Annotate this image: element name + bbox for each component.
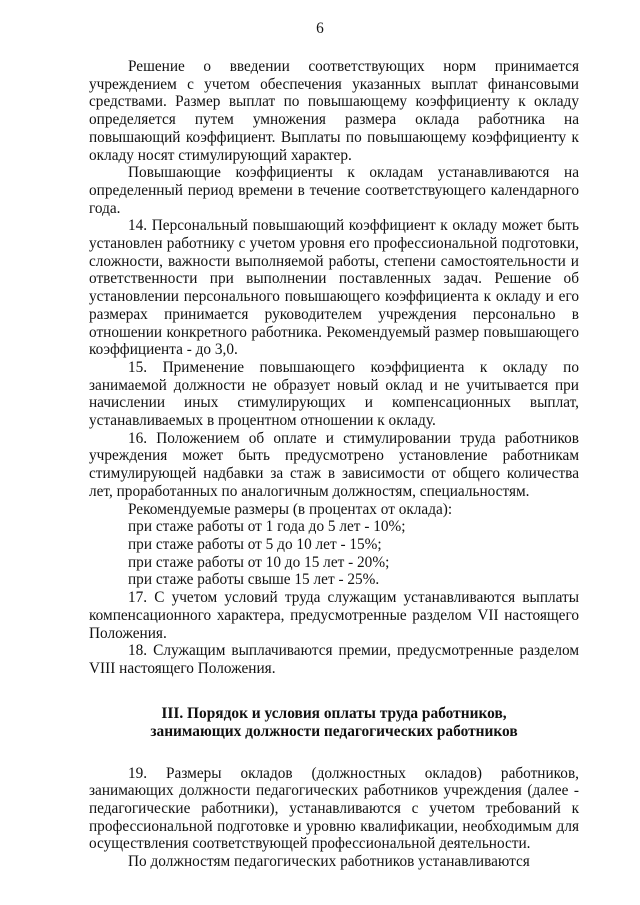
section-heading bbox=[89, 705, 579, 741]
paragraph-decision-norms: Решение о введении соответствующих норм принимается учреждением с учетом обеспечения указанных выплат финансовыми средствами. Размер выплат по повышающему коэффициенту к окладу определяется путем умножения размера оклада работника на повышающий коэффициент. Выплаты по повышающему коэффициенту к окладу носят стимулирующий характер. bbox=[89, 58, 579, 164]
paragraph-17: 17. С учетом условий труда служащим устанавливаются выплаты компенсационного характера, предусмотренные разделом VII настоящего Положения. bbox=[89, 589, 579, 642]
paragraph-14: 14. Персональный повышающий коэффициент к окладу может быть установлен работнику с учетом уровня его профессиональной подготовки, сложности, важности выполняемой работы, степени самостоятельности и ответственности при выполнении поставленных задач. Решение об установлении персонального повышающего коэффициента к окладу и его размерах принимается руководителем учреждения персонально в отношении конкретного работника. Рекомендуемый размер повышающего коэффициента - до 3,0. bbox=[89, 217, 579, 359]
recommended-sizes-intro: Рекомендуемые размеры (в процентах от оклада): bbox=[128, 500, 453, 518]
list-item: при стаже работы от 10 до 15 лет - 20%; bbox=[128, 553, 390, 571]
paragraph-coefficients-period: Повышающие коэффициенты к окладам устанавливаются на определенный период времени в течение соответствующего календарного года. bbox=[89, 164, 579, 217]
list-item: при стаже работы от 5 до 10 лет - 15%; bbox=[128, 535, 382, 553]
paragraph-19: 19. Размеры окладов (должностных окладов) работников, занимающих должности педагогических работников учреждения (далее - педагогические работники), устанавливаются с учетом требований к профессиональной подготовке и уровню квалификации, необходимым для осуществления соответствующей профессиональной деятельности. bbox=[89, 764, 579, 853]
document-body bbox=[89, 58, 579, 871]
list-item: при стаже работы от 1 года до 5 лет - 10%; bbox=[128, 518, 406, 536]
paragraph-15: 15. Применение повышающего коэффициента к окладу по занимаемой должности не образует новый оклад и не учитывается при начислении иных стимулирующих и компенсационных выплат, устанавливаемых в процентном отношении к окладу. bbox=[89, 358, 579, 430]
section-heading-line-1: III. Порядок и условия оплаты труда работников, bbox=[161, 704, 507, 722]
section-heading-line-2: занимающих должности педагогических работников bbox=[150, 722, 518, 740]
paragraph-positions: По должностям педагогических работников устанавливаются bbox=[128, 853, 530, 871]
list-item: при стаже работы свыше 15 лет - 25%. bbox=[128, 571, 380, 589]
paragraph-18: 18. Служащим выплачиваются премии, предусмотренные разделом VIII настоящего Положения. bbox=[89, 642, 579, 677]
page-number: 6 bbox=[316, 20, 324, 37]
paragraph-16: 16. Положением об оплате и стимулировании труда работников учреждения может быть предусмотрено установление работникам стимулирующей надбавки за стаж в зависимости от общего количества лет, проработанных по аналогичным должностям, специальностям. bbox=[89, 429, 579, 500]
